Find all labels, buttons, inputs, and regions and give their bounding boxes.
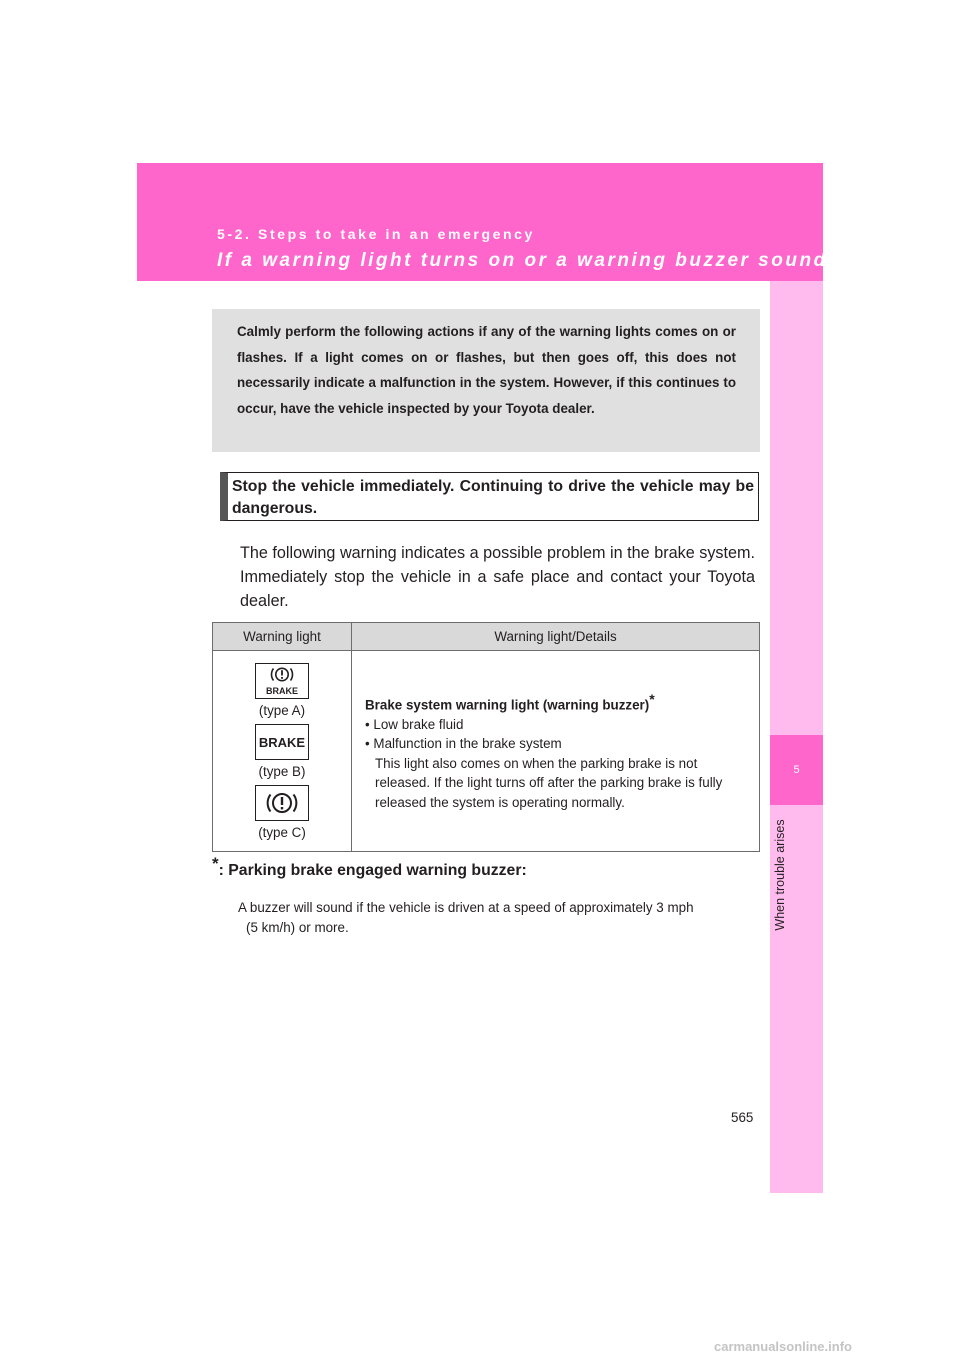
type-b-block [213, 724, 351, 781]
caution-text: Stop the vehicle immediately. Continuing to drive the vehicle may be dangerous. [232, 478, 754, 517]
brake-warning-symbol-with-text-svg [260, 665, 304, 697]
table-row [213, 651, 760, 852]
table-header-row [213, 623, 760, 651]
footnote-title-text: : Parking brake engaged warning buzzer: [218, 862, 527, 879]
brake-warning-symbol-icon [255, 785, 309, 821]
details-item-low-fluid: • Low brake fluid [365, 716, 464, 732]
details-cell [352, 651, 760, 852]
footnote-asterisk: * [212, 854, 219, 873]
brake-text-icon [255, 724, 309, 760]
intro-text: Calmly perform the following actions if any of the warning lights comes on or flashes. If a light comes on or flashes, but then goes off, this does not necessarily indicate a malfunction in the system. However, if this continues to occur, have the vehicle inspected by your Toyota dealer. [237, 324, 736, 416]
footnote-title [212, 854, 527, 880]
type-a-block [213, 663, 351, 720]
warning-light-table [212, 622, 760, 852]
chapter-label-container [769, 808, 791, 943]
watermark: carmanualsonline.info [714, 1339, 852, 1354]
type-c-block [213, 785, 351, 842]
column-header-details: Warning light/Details [352, 623, 760, 651]
page-title: If a warning light turns on or a warning buzzer sounds [217, 250, 841, 271]
chapter-tab[interactable]: 5 [770, 735, 823, 805]
brake-text-svg [258, 727, 306, 757]
type-b-label: (type B) [258, 763, 306, 779]
footnote-text [238, 898, 758, 937]
details-title: Brake system warning light (warning buzzer) [365, 697, 650, 713]
body-paragraph [240, 541, 755, 613]
details-heading [365, 690, 749, 715]
section-subtitle: 5-2. Steps to take in an emergency [217, 226, 535, 242]
type-b-icon-text: BRAKE [258, 734, 306, 750]
brake-warning-symbol-svg [260, 787, 304, 819]
details-item-malfunction: • Malfunction in the brake system [365, 736, 562, 752]
footnote-text-line1: A buzzer will sound if the vehicle is driven at a speed of approximately 3 mph [238, 900, 694, 915]
footnote-text-line2: (5 km/h) or more. [246, 919, 349, 935]
chapter-label: When trouble arises [773, 819, 787, 931]
details-note: This light also comes on when the parking brake is not released. If the light turns off after the parking brake is fully released the system is operating normally. [375, 755, 723, 810]
page-number: 565 [731, 1110, 754, 1125]
details-title-asterisk: * [649, 690, 655, 707]
type-c-label: (type C) [258, 824, 306, 840]
type-a-label: (type A) [258, 702, 306, 718]
column-header-warning-light: Warning light [213, 623, 352, 651]
brake-warning-symbol-with-text-icon [255, 663, 309, 699]
body-paragraph-text: The following warning indicates a possible problem in the brake system. Immediately stop the vehicle in a safe place and contact your Toyota dealer. [240, 544, 755, 610]
warning-light-cell [213, 651, 352, 852]
type-a-icon-text: BRAKE [265, 685, 299, 696]
